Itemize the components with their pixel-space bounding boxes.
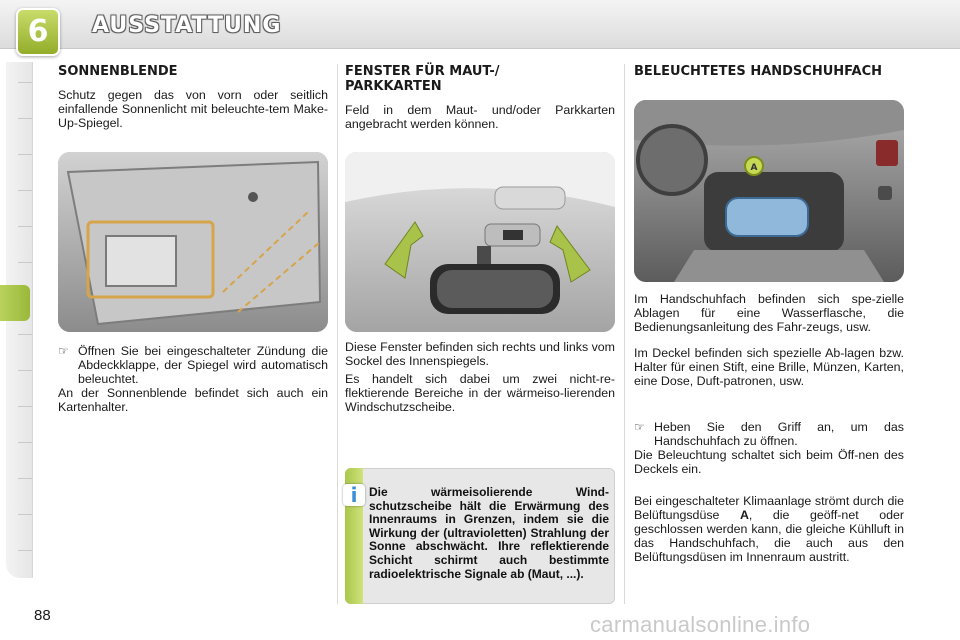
sun-visor-bullet-text: Öffnen Sie bei eingeschalteter Zündung die Abdeckklappe, der Spiegel wird automatisch beleuchtet.: [78, 344, 328, 386]
toll-card-para-1: Diese Fenster befinden sich rechts und links vom Sockel des Innenspiegels.: [345, 340, 615, 368]
tab-divider: [18, 550, 32, 551]
chapter-badge: 6: [16, 8, 60, 56]
sun-visor-bullet: [58, 344, 328, 386]
watermark: carmanualsonline.info: [590, 612, 811, 637]
active-chapter-tab[interactable]: [0, 285, 30, 321]
page-number: 88: [34, 607, 51, 624]
glovebox-para-1: Im Handschuhfach befinden sich spe-zielle Ablagen für eine Wasserflasche, die Bedienungsanleitung des Fahr-zeugs, usw.: [634, 292, 904, 334]
tab-divider: [18, 190, 32, 191]
tab-divider: [18, 478, 32, 479]
vent-reference: A: [739, 508, 749, 522]
glovebox-para-3: Die Beleuchtung schaltet sich beim Öff-nen des Deckels ein.: [634, 448, 904, 476]
tab-divider: [18, 334, 32, 335]
section-heading-sun-visor: SONNENBLENDE: [58, 64, 178, 79]
sun-visor-photo: [58, 152, 328, 332]
tab-divider: [18, 154, 32, 155]
column-divider: [337, 64, 338, 604]
info-icon: i: [343, 484, 365, 506]
section-heading-glovebox: BELEUCHTETES HANDSCHUHFACH: [634, 64, 883, 79]
glovebox-para-2: Im Deckel befinden sich spezielle Ab-lagen bzw. Halter für einen Stift, eine Brille, Münzen, Karten, eine Dose, Duft-patronen, usw.: [634, 346, 904, 388]
glovebox-para-4-start: Bei eingeschalteter Klimaanlage strömt durch die Belüftungsdüse: [634, 494, 904, 522]
tab-divider: [18, 442, 32, 443]
vent-label-a: A: [750, 163, 758, 173]
chapter-title: AUSSTATTUNG: [92, 13, 282, 38]
section-heading-toll-card: FENSTER FÜR MAUT-/ PARKKARTEN: [345, 64, 500, 94]
info-box-text: Die wärmeisolierende Wind-schutzscheibe hält die Erwärmung des Innenraums in Grenzen, indem sie die Wirkung der (ultravioletten) Strahlung der Sonne abschwächt. Ihre reflektierende Schicht schirmt auch bestimmte radioelektrische Signale ab (Maut, ...).: [369, 485, 609, 581]
toll-card-intro: Feld in dem Maut- und/oder Parkkarten angebracht werden können.: [345, 103, 615, 131]
tab-divider: [18, 262, 32, 263]
column-divider: [624, 64, 625, 604]
glovebox-para-4: [634, 494, 904, 564]
rearview-mirror-photo: [345, 152, 615, 332]
tab-divider: [18, 406, 32, 407]
pointing-hand-icon: ☞: [634, 420, 645, 434]
tab-divider: [18, 118, 32, 119]
sun-visor-intro: Schutz gegen das von vorn oder seitlich einfallende Sonnenlicht mit beleuchte-tem Make-Up-Spiegel.: [58, 88, 328, 130]
tab-divider: [18, 370, 32, 371]
pointing-hand-icon: ☞: [58, 344, 69, 358]
glovebox-bullet-text: Heben Sie den Griff an, um das Handschuhfach zu öffnen.: [654, 420, 904, 448]
sun-visor-note: An der Sonnenblende befindet sich auch ein Kartenhalter.: [58, 386, 328, 414]
toll-card-para-2: Es handelt sich dabei um zwei nicht-re-flektierende Bereiche in der wärmeiso-lierenden Windschutzscheibe.: [345, 372, 615, 414]
glovebox-para-4-end: , die geöff-net oder geschlossen werden kann, die gleiche Kühlluft in das Handschuhfach, die auch aus den Belüftungsdüsen im Innenraum austritt.: [634, 508, 904, 564]
tab-divider: [18, 82, 32, 83]
glovebox-bullet: [634, 420, 904, 448]
tab-divider: [18, 226, 32, 227]
glovebox-photo: [634, 100, 904, 282]
tab-divider: [18, 514, 32, 515]
